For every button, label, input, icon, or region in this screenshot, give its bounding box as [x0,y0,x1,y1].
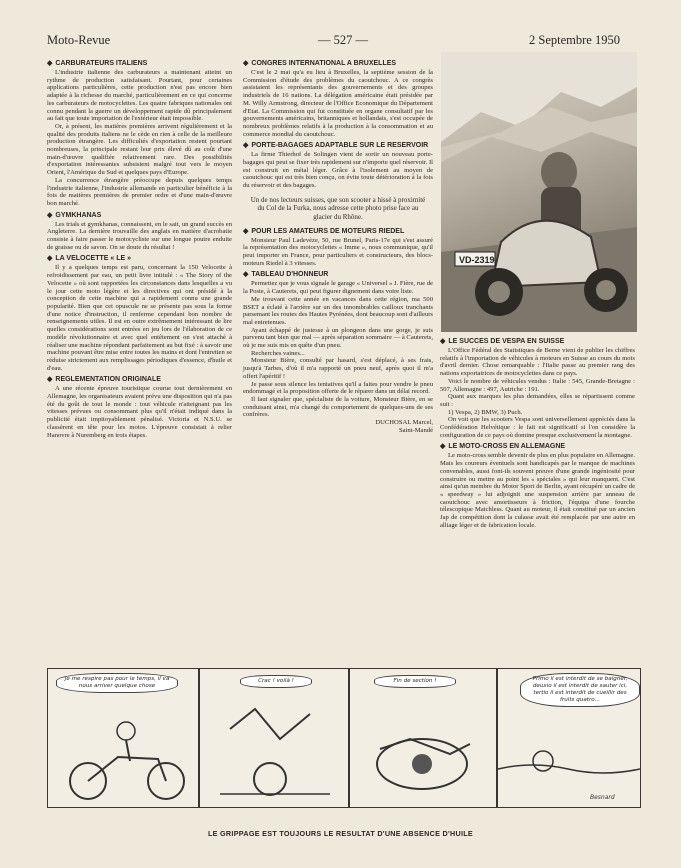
paragraph: La firme Thierhof de Solingen vient de sortir un nouveau porte-bagages qui peut se fixer très rapidement sur n'importe quel réservoir. Il est construit en métal léger. Grâce à l'isolement au moyen de caoutchouc qui est très bien conçu, on évite toute détérioration à la fois du réservoir et des bagages. [243,151,433,190]
speech-bubble: Fin de section ! [374,675,456,688]
paragraph: Permettez que je vous signale le garage « Universel » J. Fière, rue de la Poste, à Cauterets, qui peut figurer dignement dans votre liste. [243,280,433,296]
paragraph: Les trials et gymkhanas, connaissent, en le sait, un grand succès en Angleterre. La dernière trouvaille des anglais en matière d'acrobatie consiste à faire passer le motocycliste sur une longue poutre enduite de graisse ou de savon. On se doute du résultat ! [47,220,232,251]
signature-name: DUCHOSAL Marcel, [375,419,433,427]
paragraph: Recherches vaines... [251,349,305,357]
speech-bubble: Crac ! voilà ! [240,675,312,688]
article-title: ◆ LA VELOCETTE « LE » [47,255,131,263]
header-magazine-name: Moto-Revue [47,33,111,47]
comic-panel-3 [349,668,497,808]
article-porte-bagages [243,142,433,190]
article-title: ◆ PORTE-BAGAGES ADAPTABLE SUR LE RESERVOIR [243,142,429,150]
paragraph: Ayant échappé de justesse à un plongeon dans une gorge, je suis parvenu tant bien que mal — après séparation sommaire — à Cauterets, où je me suis mis en quête d'un pneu. [243,326,433,350]
signature-place: Saint-Mandé [398,426,433,434]
paragraph: Le moto-cross semble devenir de plus en plus populaire en Allemagne. Mais les coureurs éventuels sont handicapés par le manque de machines convenables, aussi font-ils souvent preuve d'une grande ingéniosité pour construire ou mettre au point les « spéciales » qui leur manquent. C'est ainsi qu'un membre du Motor Sport de Berlin, ayant récupéré un cadre de « speedway » lui adjoignit une suspension arrière par anneau de caoutchouc avec amortisseurs à friction, l'équipa d'une fourche télescopique Matchless. Quant au moteur, il était constitué par un ancien Jap de compétition dont la culasse avait été remplacée par une autre en alliage léger et de fabrication locale. [440,452,635,529]
crash-drawing [200,669,348,807]
column-left [47,58,232,443]
article-vespa [440,338,635,439]
scooter-photo-illustration [441,52,637,332]
diamond-icon: ◆ [47,60,53,67]
paragraph: Il faut signaler que, spécialiste de la voiture, Monsieur Bière, en se conduisant ainsi, m'a changé du comportement de quelques-uns de ses confrères. [243,395,433,419]
comic-strip [47,668,639,806]
column-middle [243,58,433,439]
diamond-icon: ◆ [47,376,53,384]
diamond-icon: ◆ [440,443,446,451]
article-title: ◆ GYMKHANAS [47,211,102,219]
footer-slogan: LE GRIPPAGE EST TOUJOURS LE RESULTAT D'UNE ABSENCE D'HUILE [207,829,474,838]
article-title: ◆ CONGRES INTERNATIONAL A BRUXELLES [243,60,397,67]
diamond-icon: ◆ [243,227,249,235]
article-riedel [243,228,433,268]
article-reglementation [47,376,232,439]
diamond-icon: ◆ [243,60,249,67]
paragraph: La concurrence étrangère préoccupe depuis quelques temps l'industrie italienne, l'industrie allemande en particulier bénéficie à la fois de matières premières de premier ordre et d'une main-d'œuvre bon marché. [47,176,232,207]
paragraph: C'est le 2 mai qu'a eu lieu à Bruxelles, la septième session de la Commission d'étude des problèmes du caoutchouc. A ce congrès assistaient les représentants des gouvernements et des groupes industriels de 16 nations. La délégation américaine était présidée par M. Willy Armstrong, directeur de l'Office Economique du Département d'Etat. La Commission qui fut constituée en organe consultatif par les gouvernements américains, britanniques et hollandais, s'est occupée de nombreux problèmes relatifs à la production à la consommation et au commerce mondial du caoutchouc. [243,69,433,138]
diamond-icon: ◆ [440,338,446,345]
article-title: ◆ CARBURATEURS ITALIENS [47,60,148,67]
paragraph: L'Office Fédéral des Statistiques de Berne vient de publier les chiffres relatifs à l'importation de véhicules à moteurs en Suisse au cours du mois d'avril dernier. Chose remarquable : l'Italie passe au premier rang des nations exportatrices de motocyclettes dans ce pays. [440,347,635,378]
diamond-icon: ◆ [47,211,53,219]
article-congres [243,60,433,138]
license-plate: VD-2319 [459,255,495,265]
speech-bubble: Primo il est interdit de se baigner, deuxio il est interdit de sauter ici, tertio il est interdit de cueillir des fruits quatro... [520,673,640,707]
article-velocette [47,255,232,372]
paragraph: Me trouvant cette année en vacances dans cette région, ma 500 BSET a éclaté à l'arrière sur un des innombrables cailloux tranchants parsemant les routes des Hautes Pyrénées, dont beaucoup sont d'ailleurs mal entretenues. [243,295,433,326]
paragraph: A une récente épreuve touristique courue tout dernièrement en Allemagne, les organisateurs avaient prévu une disposition qui n'a pas été du goût de tout le monde : tout véhicule n'atteignant pas les vitesses prévues ou consommant plus qu'il n'était indiqué dans la publicité était impitoyablement pénalisé. Victoria et N.S.U. se classèrent en tête pour les motos. L'épreuve consistait à relier Hanovre à Nuremberg en trois étapes. [47,385,232,439]
diamond-icon: ◆ [243,271,249,279]
scooter-photo [441,52,637,332]
article-title: ◆ TABLEAU D'HONNEUR [243,271,329,279]
paragraph: 1) Vespa, 2) BMW, 3) Puch. [448,408,523,416]
header-date: 2 Septembre 1950 [529,33,620,47]
article-tableau-honneur [243,271,433,434]
cartoonist-signature: Besnard [590,794,615,801]
column-right [440,336,635,533]
wreck-drawing [350,669,496,807]
paragraph: Monsieur Bière, consulté par hasard, s'est déplacé, à ses frais, jusqu'à Tarbes, d'où il m'a rapporté un pneu neuf, après quoi il m'a offert l'apéritif ! [243,357,433,380]
article-title: ◆ POUR LES AMATEURS DE MOTEURS RIEDEL [243,227,405,235]
comic-panel-2 [199,668,349,808]
comic-panel-4 [497,668,641,808]
paragraph: On voit que les scooters Vespa sont universellement appréciés dans la Confédération Helvétique : le fait est significatif si l'on considère la configuration de ce pays où domine presque exclusivement la montagne. [440,416,635,439]
paragraph: Voici le nombre de véhicules vendus : Italie : 545, Grande-Bretagne : 507, Allemagne : 497, Autriche : 191. [440,377,635,393]
diamond-icon: ◆ [47,255,53,263]
paragraph: Il y a quelques temps est paru, concernant la 150 Velocette à refroidissement par eau, un petit livre intitulé : « The Story of the Velocette » où sont rapportées les circonstances dans lesquelles a vu le jour cette moto légère et les directives qui ont présidé à la conception de cette machine qui a rapidement connu une grande popularité. Bien que cet opuscule ne se présente pas sous la forme d'une notice d'instruction, il renferme cependant bon nombre de renseignements utiles. Il est en outre extrêmement intéressant de lire quelles considérations sont entrées en jeu lors de l'élaboration de ce modèle révolutionnaire et avec quel entêtement on s'est attaché à réaliser une machine répondant parfaitement au but fixé : à savoir une machine pouvant être mise entre toutes les mains et dont l'entretien se réduise strictement aux remplissages périodiques d'essence, d'huile et d'eau. [47,264,232,372]
article-title: ◆ LE MOTO-CROSS EN ALLEMAGNE [440,443,566,451]
paragraph: Monsieur Paul Ladevèze, 50, rue Brunel, Paris-17e qui s'est assuré la représentation des motocyclettes « Imme », nous communique, qu'il peut importer en France, pour particuliers et constructeurs, des blocs-moteurs Riedel à 3 vitesses. [243,236,433,267]
article-title: ◆ REGLEMENTATION ORIGINALE [47,376,161,384]
header-page-number: — 527 — [318,33,368,47]
paragraph: L'industrie italienne des carburateurs a maintenant atteint un rythme de production satisfaisant. Pourtant, pour certaines applications particulières, cette production n'est pas encore bien adaptée à la richesse du marché, particulièrement en ce qui concerne les carburateurs de motocyclettes. Les quatre fabriques nationales ont connu pendant la guerre un développement rapide dû principalement au fait que toute importation de l'extérieur était impossible. [47,69,232,123]
diamond-icon: ◆ [243,142,249,150]
article-title: ◆ LE SUCCES DE VESPA EN SUISSE [440,338,565,345]
speech-bubble: Je me respire pas pour le temps, il va nous arriver quelque chose [56,673,178,693]
article-carburateurs [47,60,232,208]
paragraph: Or, à présent, les matières premières arrivent régulièrement et la qualité des produits italiens ne le cède en rien à celle de la meilleure production étrangère. Les difficultés d'exportation restent pourtant nombreuses, la principale restant leur prix élevé dû au coût d'une main-d'œuvre qualifiée relativement rare. Des possibilités d'exportation intéressantes subsistent malgré tout vers le moyen Orient, l'Amérique du Sud et quelques pays d'Europe. [47,122,232,177]
paragraph: Je passe sous silence les tentatives qu'il a faites pour vendre le pneu endommagé et la proposition offerte de le réparer dans un délai record. [243,380,433,396]
article-gymkhanas [47,212,232,252]
paragraph: Quant aux marques les plus demandées, elles se répartissent comme suit : [440,393,635,408]
article-moto-cross [440,443,635,529]
comic-panel-1 [47,668,199,808]
photo-caption: Un de nos lecteurs suisses, que son scooter a hissé à proximité du Col de la Furka, nous adresse cette photo prise face au glacier du Rhône. [250,195,426,222]
